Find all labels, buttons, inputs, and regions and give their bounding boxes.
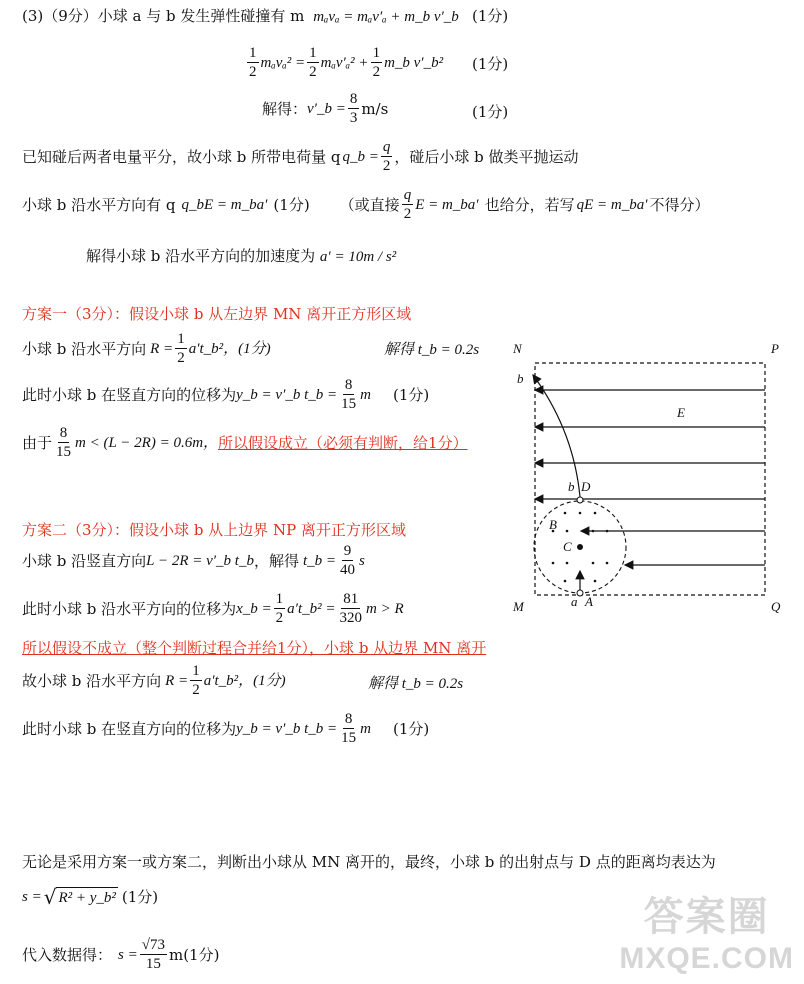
sqrt-sign: √ bbox=[43, 885, 57, 909]
watermark-en: MXQE.COM bbox=[619, 942, 794, 975]
final-s-score: (1分) bbox=[121, 888, 159, 906]
p3-solve-label: 解得： bbox=[262, 99, 308, 118]
force-alt-eq2: qE = m_ba′ bbox=[576, 196, 648, 213]
plan1-l1-eq-a: R = bbox=[150, 340, 174, 357]
plan2-l4-text: 此时小球 b 在竖直方向的位移为 bbox=[22, 719, 237, 738]
plan1-line2: 此时小球 b 在竖直方向的位移为 y_b = v′_b t_b = $\frac{8}{15}$ m (1分) bbox=[22, 377, 430, 412]
p3-head-text: (3)（9分）小球 a 与 b 发生弹性碰撞有 m bbox=[22, 7, 305, 25]
accel-eq: a′ = 10m / s² bbox=[319, 249, 397, 265]
accel-line bbox=[86, 246, 396, 267]
watermark-cn: 答案圈 bbox=[643, 895, 770, 939]
half-num: 1 bbox=[249, 45, 257, 61]
label-b-mid: b bbox=[568, 479, 575, 494]
plan1-l2-unit: m bbox=[360, 386, 371, 403]
plan2-l1-solve: ，解得 bbox=[253, 551, 299, 570]
plan2-l2-eq: x_b = bbox=[236, 600, 272, 617]
point-A bbox=[577, 590, 583, 596]
plan2-l3-text: 故小球 b 沿水平方向 bbox=[22, 671, 162, 690]
plan2-l2-tail: m > R bbox=[366, 600, 404, 617]
watermark bbox=[619, 885, 794, 976]
p3-vb-num: 8 bbox=[349, 91, 358, 107]
force-line: 小球 b 沿水平方向有 q q_bE = m_ba′ (1分) （或直接 $\frac{q}{2}$ E = m_ba′ 也给分，若写 qE = m_ba′ 不得分） bbox=[22, 187, 710, 222]
plan2-l4-score: (1分) bbox=[393, 719, 430, 738]
label-E: E bbox=[677, 405, 685, 420]
label-M: M bbox=[513, 599, 524, 614]
plan1-title: 方案一（3分）：假设小球 b 从左边界 MN 离开正方形区域 bbox=[22, 305, 412, 323]
plan2-line4: 此时小球 b 在竖直方向的位移为 y_b = v′_b t_b = $\frac{8}{15}$ m (1分) bbox=[22, 711, 430, 746]
final-s-eq: s = bbox=[22, 889, 42, 905]
plan1-line3: 由于 $\frac{8}{15}$ m < (L − 2R) = 0.6m， 所以假设成立（必须有判断，给1分） bbox=[22, 425, 468, 460]
final-sub-s: s = bbox=[118, 946, 138, 963]
plan1-l3-red: 所以假设成立（必须有判断，给1分） bbox=[218, 433, 468, 452]
plan2-solve: 解得 t_b = 0.2s bbox=[368, 676, 464, 692]
charge-q-num: q bbox=[382, 139, 391, 155]
plan2-l3-eq-b: a′t_b²，(1分) bbox=[203, 672, 286, 689]
plan1-l1-eq-b: a′t_b²，(1分) bbox=[188, 340, 271, 357]
label-B: B bbox=[549, 517, 557, 532]
plan2-l1-eq: L − 2R = v′_b t_b bbox=[146, 552, 254, 569]
plan1-l2-text: 此时小球 b 在竖直方向的位移为 bbox=[22, 385, 237, 404]
final-s-line bbox=[22, 886, 158, 914]
plan2-red-line: 所以假设不成立（整个判断过程合并给1分），小球 b 从边界 MN 离开 bbox=[22, 639, 487, 657]
p3-vb-eq: v′_b = bbox=[307, 100, 346, 117]
p3-score-3: (1分) bbox=[472, 103, 509, 121]
label-b-top: b bbox=[517, 371, 524, 386]
label-C: C bbox=[563, 539, 572, 554]
plan1-l2-eq: y_b = v′_b t_b = bbox=[236, 386, 338, 403]
plan2-line1: 小球 b 沿竖直方向 L − 2R = v′_b t_b ，解得 t_b = $\frac{9}{40}$ s bbox=[22, 543, 365, 578]
p3-score-2: (1分) bbox=[472, 55, 509, 73]
plan1-l3-eq: m < (L − 2R) = 0.6m， bbox=[75, 434, 219, 451]
force-score: (1分) bbox=[273, 195, 310, 214]
force-eq: q_bE = m_ba′ bbox=[181, 196, 268, 213]
force-alt2: 也给分，若写 bbox=[484, 195, 575, 214]
p3-score-1: (1分) bbox=[472, 7, 509, 25]
p3-heading bbox=[22, 6, 459, 27]
label-A: A bbox=[585, 594, 593, 609]
p3-energy-eq: $\frac{1}{2}$ mₐvₐ² = $\frac{1}{2}$ mₐv′ₐ² + $\frac{1}{2}$ m_b v′_b² bbox=[249, 45, 444, 80]
plan1-l2-score: (1分) bbox=[393, 385, 430, 404]
plan2-l4-eq: y_b = v′_b t_b = bbox=[236, 720, 338, 737]
plan2-line2: 此时小球 b 沿水平方向的位移为 x_b = $\frac{1}{2}$ a′t_b² = $\frac{81}{320}$ m > R bbox=[22, 591, 404, 626]
final-s-rad: R² + y_b² bbox=[56, 887, 117, 908]
force-alt1: （或直接 bbox=[339, 195, 400, 214]
plan1-l3-text: 由于 bbox=[22, 433, 53, 452]
plan1-line1: 小球 b 沿水平方向 R = $\frac{1}{2}$ a′t_b²，(1分) bbox=[22, 331, 271, 366]
p3-solve bbox=[262, 90, 388, 134]
force-text1: 小球 b 沿水平方向有 q bbox=[22, 195, 176, 214]
plan2-title: 方案二（3分）：假设小球 b 从上边界 NP 离开正方形区域 bbox=[22, 521, 406, 539]
plan1-solve: 解得 t_b = 0.2s bbox=[384, 342, 480, 358]
final-sub-line: 代入数据得： s = $\frac{√73}{15}$ m (1分) bbox=[22, 937, 220, 972]
label-Q: Q bbox=[771, 599, 781, 614]
p3-vb-den: 3 bbox=[349, 110, 358, 126]
point-D bbox=[577, 497, 583, 503]
plan2-l2-mid: a′t_b² = bbox=[287, 600, 336, 617]
charge-text2: ，碰后小球 b 做类平抛运动 bbox=[394, 147, 579, 166]
label-a: a bbox=[571, 594, 578, 609]
p3-eq2-right: mₐv′ₐ² + bbox=[320, 54, 369, 71]
plan2-l1-text: 小球 b 沿竖直方向 bbox=[22, 551, 147, 570]
accel-text: 解得小球 b 沿水平方向的加速度为 bbox=[86, 247, 316, 265]
force-alt3: 不得分） bbox=[649, 195, 710, 214]
field-diagram bbox=[505, 335, 795, 620]
p3-eq1: mₐvₐ = mₐv′ₐ + m_b v′_b bbox=[313, 9, 459, 25]
final-text: 无论是采用方案一或方案二，判断出小球从 MN 离开的，最终，小球 b 的出射点与 D 点的距离均表达为 bbox=[22, 853, 716, 871]
final-sub-label: 代入数据得： bbox=[22, 945, 113, 964]
charge-line bbox=[22, 138, 579, 182]
plan1-l1-text: 小球 b 沿水平方向 bbox=[22, 339, 147, 358]
charge-qb: q_b = bbox=[342, 148, 379, 165]
charge-q-den: 2 bbox=[382, 158, 391, 174]
label-N: N bbox=[513, 341, 522, 356]
label-D: D bbox=[581, 479, 591, 494]
charge-text1: 已知碰后两者电量平分，故小球 b 所带电荷量 q bbox=[22, 147, 341, 166]
plan2-l1-tb: t_b = bbox=[303, 552, 337, 569]
plan2-line3: 故小球 b 沿水平方向 R = $\frac{1}{2}$ a′t_b²，(1分) bbox=[22, 663, 286, 698]
p3-vb-unit: m/s bbox=[361, 99, 389, 118]
label-P: P bbox=[771, 341, 779, 356]
plan2-l3-eq-a: R = bbox=[165, 672, 189, 689]
plan2-l2-text: 此时小球 b 沿水平方向的位移为 bbox=[22, 599, 237, 618]
force-alt-eq: E = m_ba′ bbox=[415, 196, 479, 213]
